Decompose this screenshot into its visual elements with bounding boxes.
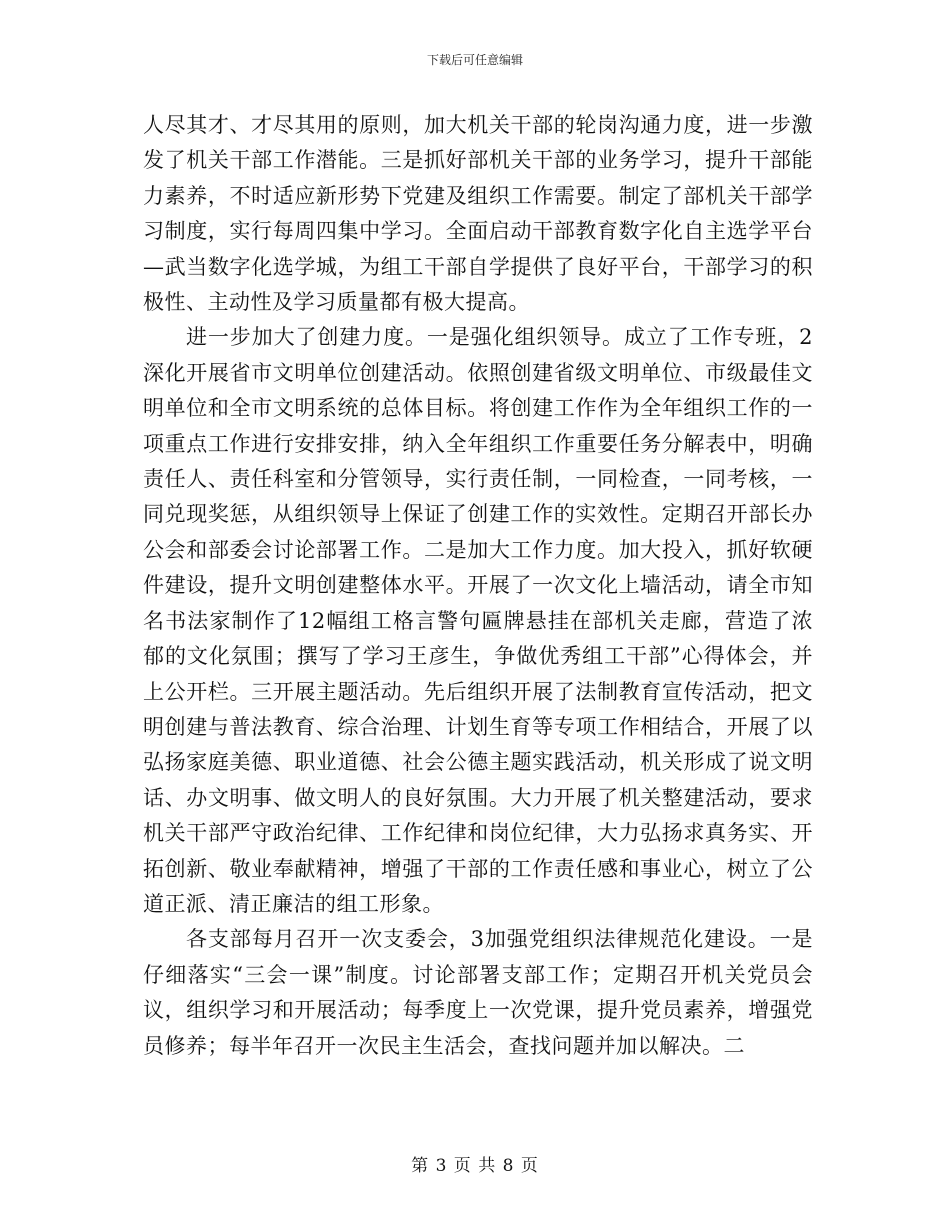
page-footer: 第 3 页 共 8 页 — [411, 1156, 539, 1176]
paragraph-3: 各支部每月召开一次支委会，3加强党组织法律规范化建设。一是仔细落实“三会一课”制度。讨论部署支部工作；定期召开机关党员会议，组织学习和开展活动；每季度上一次党课，提升党员素养，增强党员修养；每半年召开一次民主生活会，查找问题并加以解决。二 — [143, 927, 813, 1058]
document-body — [143, 108, 813, 1064]
paragraph-2: 进一步加大了创建力度。一是强化组织领导。成立了工作专班，2深化开展省市文明单位创建活动。依照创建省级文明单位、市级最佳文明单位和全市文明系统的总体目标。将创建工作作为全年组织工作的一项重点工作进行安排安排，纳入全年组织工作重要任务分解表中，明确责任人、责任科室和分管领导，实行责任制，一同检查，一同考核，一同兑现奖惩，从组织领导上保证了创建工作的实效性。定期召开部长办公会和部委会讨论部署工作。二是加大工作力度。加大投入，抓好软硬件建设，提升文明创建整体水平。开展了一次文化上墙活动，请全市知名书法家制作了12幅组工格言警句匾牌悬挂在部机关走廊，营造了浓郁的文化氛围；撰写了学习王彦生，争做优秀组工干部”心得体会，并上公开栏。三开展主题活动。先后组织开展了法制教育宣传活动，把文明创建与普法教育、综合治理、计划生育等专项工作相结合，开展了以弘扬家庭美德、职业道德、社会公德主题实践活动，机关形成了说文明话、办文明事、做文明人的良好氛围。大力开展了机关整建活动，要求机关干部严守政治纪律、工作纪律和岗位纪律，大力弘扬求真务实、开拓创新、敬业奉献精神，增强了干部的工作责任感和事业心，树立了公道正派、清正廉洁的组工形象。 — [143, 325, 813, 916]
paragraph-1: 人尽其才、才尽其用的原则，加大机关干部的轮岗沟通力度，进一步激发了机关干部工作潜能。三是抓好部机关干部的业务学习，提升干部能力素养，不时适应新形势下党建及组织工作需要。制定了部机关干部学习制度，实行每周四集中学习。全面启动干部教育数字化自主选学平台—武当数字化选学城，为组工干部自学提供了良好平台，干部学习的积极性、主动性及学习质量都有极大提高。 — [143, 113, 813, 315]
page-header: 下载后可任意编辑 — [426, 53, 523, 67]
